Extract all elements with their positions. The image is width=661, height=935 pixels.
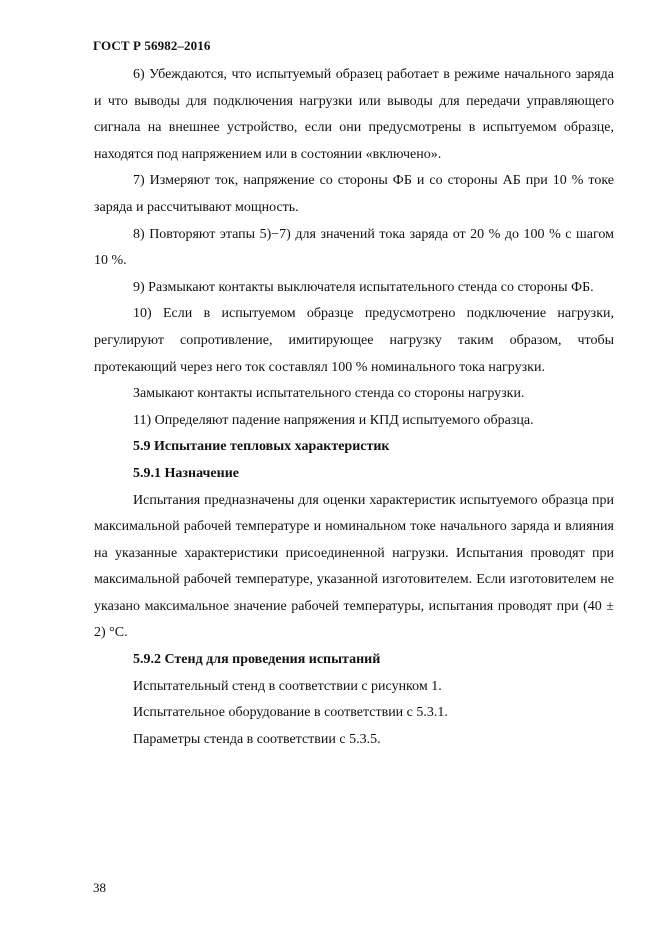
paragraph-step-11: 11) Определяют падение напряжения и КПД испытуемого образца. — [133, 412, 534, 428]
paragraph-step-6: 6) Убеждаются, что испытуемый образец работает в режиме начального заряда и что выводы для подключения нагрузки или выводы для передачи управляющего сигнала на внешнее устройство, если они предусмотрены в испытуемом образце, находятся под напряжением или в состоянии «включено». — [94, 67, 614, 162]
section-heading-5-9-2: 5.9.2 Стенд для проведения испытаний — [133, 652, 381, 668]
paragraph-stand-parameters: Параметры стенда в соответствии с 5.3.5. — [133, 731, 381, 747]
paragraph-test-stand: Испытательный стенд в соответствии с рисунком 1. — [133, 678, 442, 694]
document-body — [94, 62, 614, 753]
section-heading-5-9: 5.9 Испытание тепловых характеристик — [133, 439, 390, 455]
paragraph-step-10: 10) Если в испытуемом образце предусмотрено подключение нагрузки, регулируют сопротивление, имитирующее нагрузку таким образом, чтобы протекающий через него ток составлял 100 % номинального тока нагрузки. — [94, 306, 614, 375]
document-header: ГОСТ Р 56982–2016 — [93, 38, 211, 53]
paragraph-test-equipment: Испытательное оборудование в соответствии с 5.3.1. — [133, 705, 448, 721]
paragraph-step-9: 9) Размыкают контакты выключателя испытательного стенда со стороны ФБ. — [133, 279, 594, 295]
paragraph-step-7: 7) Измеряют ток, напряжение со стороны ФБ и со стороны АБ при 10 % токе заряда и рассчитывают мощность. — [94, 173, 614, 215]
page-number: 38 — [93, 880, 106, 895]
paragraph-step-8: 8) Повторяют этапы 5)−7) для значений тока заряда от 20 % до 100 % с шагом 10 %. — [94, 226, 614, 269]
paragraph-purpose: Испытания предназначены для оценки характеристик испытуемого образца при максимальной рабочей температуре и номинальном токе начального заряда и влияния на указанные характеристики присоединенной нагрузки. Испытания проводят при максимальной рабочей температуре, указанной изготовителем. Если изготовителем не указано максимальное значение рабочей температуры, испытания проводят при (40 ± 2) °С. — [94, 492, 614, 641]
paragraph-close-contacts: Замыкают контакты испытательного стенда со стороны нагрузки. — [133, 386, 525, 402]
section-heading-5-9-1: 5.9.1 Назначение — [133, 465, 239, 481]
